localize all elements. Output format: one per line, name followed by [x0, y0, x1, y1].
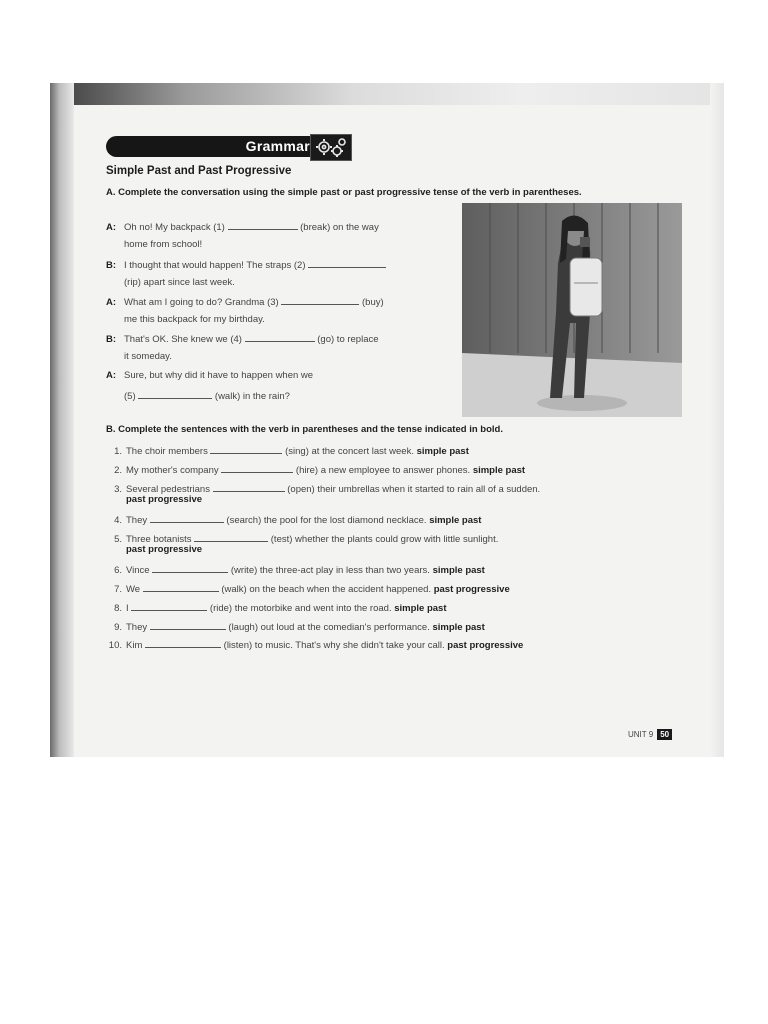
page-number: 50: [657, 729, 672, 740]
gears-icon: [310, 134, 352, 161]
photo-girl-with-backpack: [462, 203, 682, 417]
conversation-line: home from school!: [124, 239, 203, 250]
speaker-label: A:: [106, 222, 117, 233]
answer-blank[interactable]: [221, 463, 293, 473]
page-footer: [628, 729, 672, 740]
answer-blank[interactable]: [281, 295, 359, 305]
exercise-tense-cont: past progressive: [126, 494, 203, 505]
part-b-instruction: B. Complete the sentences with the verb in parentheses and the tense indicated in bold.: [106, 424, 503, 435]
exercise-item: 2. My mother's company (hire) a new employee to answer phones. simple past: [114, 465, 526, 476]
conversation-line: (rip) apart since last week.: [124, 277, 235, 288]
conversation-line: me this backpack for my birthday.: [124, 314, 265, 325]
exercise-item: 6. Vince (write) the three-act play in less than two years. simple past: [114, 565, 485, 576]
exercise-item: 4. They (search) the pool for the lost diamond necklace. simple past: [114, 515, 482, 526]
conversation-line: A: Oh no! My backpack (1) (break) on the way: [106, 222, 379, 233]
exercise-item: 1. The choir members (sing) at the concert last week. simple past: [114, 446, 469, 457]
conversation-line: A: What am I going to do? Grandma (3) (buy): [106, 297, 384, 308]
banner-title: Grammar: [245, 138, 310, 154]
grammar-banner: [106, 136, 352, 157]
exercise-item: 8. I (ride) the motorbike and went into the road. simple past: [114, 603, 447, 614]
answer-blank[interactable]: [150, 513, 224, 523]
exercise-item: 10. Kim (listen) to music. That's why she didn't take your call. past progressive: [108, 640, 524, 651]
unit-label: UNIT 9: [628, 730, 654, 739]
answer-blank[interactable]: [131, 601, 207, 611]
speaker-label: B:: [106, 260, 117, 271]
exercise-tense-cont: past progressive: [126, 544, 203, 555]
section-heading: Simple Past and Past Progressive: [106, 165, 292, 177]
answer-blank[interactable]: [138, 389, 212, 399]
conversation-line: A: Sure, but why did it have to happen when we: [106, 370, 314, 381]
exercise-item: 5. Three botanists (test) whether the plants could grow with little sunlight.: [114, 534, 499, 545]
worksheet-page: [50, 83, 724, 757]
speaker-label: A:: [106, 370, 117, 381]
answer-blank[interactable]: [213, 482, 285, 492]
exercise-item: 3. Several pedestrians (open) their umbrellas when it started to rain all of a sudden.: [114, 484, 541, 495]
part-a-instruction: A. Complete the conversation using the simple past or past progressive tense of the verb in parentheses.: [106, 187, 582, 198]
conversation-line: (5) (walk) in the rain?: [124, 391, 290, 402]
answer-blank[interactable]: [194, 532, 268, 542]
exercise-item: 7. We (walk) on the beach when the accident happened. past progressive: [114, 584, 510, 595]
answer-blank[interactable]: [210, 444, 282, 454]
conversation-line: B: That's OK. She knew we (4) (go) to replace: [106, 334, 379, 345]
conversation-line: B: I thought that would happen! The straps (2): [106, 258, 386, 271]
answer-blank[interactable]: [152, 563, 228, 573]
answer-blank[interactable]: [308, 258, 386, 268]
answer-blank[interactable]: [143, 582, 219, 592]
exercise-item: 9. They (laugh) out loud at the comedian's performance. simple past: [114, 622, 485, 633]
answer-blank[interactable]: [245, 332, 315, 342]
conversation-line: it someday.: [124, 351, 172, 362]
speaker-label: A:: [106, 297, 117, 308]
speaker-label: B:: [106, 334, 117, 345]
answer-blank[interactable]: [150, 620, 226, 630]
scanned-page: [50, 83, 724, 757]
answer-blank[interactable]: [228, 220, 298, 230]
answer-blank[interactable]: [145, 638, 221, 648]
